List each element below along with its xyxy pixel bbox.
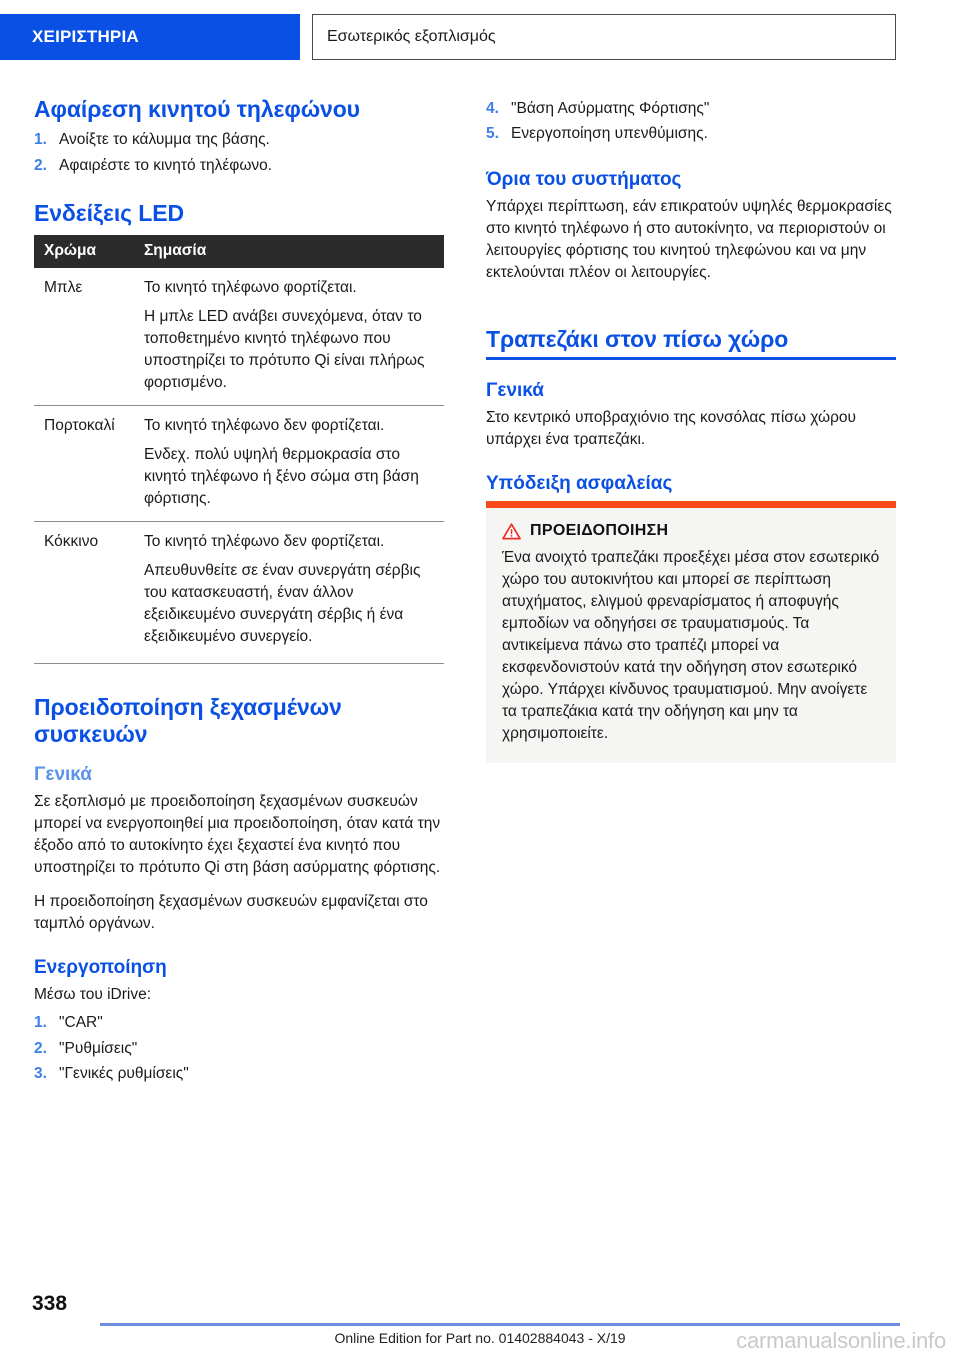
warning-box — [486, 501, 896, 763]
paragraph-system-limits: Υπάρχει περίπτωση, εάν επικρατούν υψηλές θερμοκρασίες στο κινητό τηλέφωνο ή στο αυτοκίνητο, να περιοριστούν οι λειτουργίες φόρτισης του κινητού τηλεφώνου και να μην εκτελούνται πλέον οι λειτουργίες. — [486, 197, 892, 281]
subheading-general-right: Γενικά — [486, 379, 544, 401]
list-item — [34, 1012, 444, 1034]
step-number: 3. — [34, 1064, 47, 1082]
list-item — [34, 1063, 444, 1085]
list-item — [486, 98, 896, 120]
footer-note: Online Edition for Part no. 01402884043 - X/19 — [334, 1330, 626, 1346]
table-body — [34, 268, 444, 659]
subheading-system-limits: Όρια του συστήματος — [486, 168, 682, 190]
spacer — [34, 947, 444, 957]
step-text: "Γενικές ρυθμίσεις" — [59, 1064, 189, 1082]
cell-paragraph: Το κινητό τηλέφωνο δεν φορτίζεται. — [144, 417, 385, 435]
paragraph-activation-intro: Μέσω του iDrive: — [34, 986, 152, 1004]
cell-color: Πορτοκαλί — [34, 406, 134, 522]
remove-phone-steps — [34, 129, 444, 177]
table-head — [34, 235, 444, 268]
left-column — [34, 96, 444, 1088]
spacer — [34, 754, 444, 764]
spacer — [34, 180, 444, 200]
cell-meaning — [134, 406, 444, 522]
led-indicator-table — [34, 235, 444, 659]
column-header-meaning: Σημασία — [134, 235, 444, 268]
step-number: 5. — [486, 125, 499, 143]
step-number: 1. — [34, 1014, 47, 1032]
page-header — [0, 14, 960, 60]
cell-color: Κόκκινο — [34, 522, 134, 660]
page-footer — [0, 1270, 960, 1362]
cell-paragraph: Το κινητό τηλέφωνο φορτίζεται. — [144, 279, 357, 297]
subheading-activation: Ενεργοποίηση — [34, 957, 167, 979]
cell-meaning — [134, 522, 444, 660]
warning-body-text: Ένα ανοιχτό τραπεζάκι προεξέχει μέσα στον εσωτερικό χώρο του αυτοκινήτου και μπορεί σε περίπτωση ατυχήματος, ελιγμού φρεναρίσματος ή αποφυγής εμποδίων να οδηγήσει σε τραυματισμούς. Τα αντικείμενα πάνω στο τραπέζι μπορεί να εκσφενδονιστούν κατά την οδήγηση στον εσωτερικό χώρο. Υπάρχει κίνδυνος τραυματισμού. Μην ανοίγετε τα τραπεζάκια κατά την οδήγηση και μην τα χρησιμοποιείτε. — [502, 549, 880, 743]
warning-title-text: ΠΡΟΕΙΔΟΠΟΙΗΣΗ — [530, 522, 669, 540]
step-number: 4. — [486, 100, 499, 117]
step-text: Ενεργοποίηση υπενθύμισης. — [511, 125, 708, 143]
warning-title — [502, 522, 880, 540]
list-item — [34, 1038, 444, 1060]
step-text: "CAR" — [59, 1014, 103, 1032]
table-row — [34, 268, 444, 406]
cell-paragraph: Ενδεχ. πολύ υψηλή θερμοκρασία στο κινητό τηλέφωνο ή ξένο σώμα στη βάση φόρτισης. — [144, 446, 419, 508]
list-item — [34, 155, 444, 177]
step-number: 2. — [34, 156, 47, 174]
step-text: Αφαιρέστε το κινητό τηλέφωνο. — [59, 156, 273, 174]
list-item — [34, 129, 444, 151]
cell-paragraph: Το κινητό τηλέφωνο δεν φορτίζεται. — [144, 533, 385, 551]
spacer — [486, 149, 896, 169]
right-column — [486, 96, 896, 763]
subheading-general-left: Γενικά — [34, 764, 92, 786]
page-number: 338 — [32, 1292, 68, 1315]
cell-paragraph: Η μπλε LED ανάβει συνεχόμενα, όταν το τοποθετημένο κινητό τηλέφωνο που υποστηρίζει το πρότυπο Qi είναι πλήρως φορτισμένο. — [144, 308, 425, 392]
table-row — [34, 406, 444, 522]
spacer — [486, 296, 896, 326]
step-text: "Ρυθμίσεις" — [59, 1039, 138, 1057]
step-text: "Βάση Ασύρματης Φόρτισης" — [511, 100, 710, 117]
step-number: 2. — [34, 1039, 47, 1057]
chapter-tag: ΧΕΙΡΙΣΤΗΡΙΑ — [0, 14, 300, 60]
paragraph-general-right: Στο κεντρικό υποβραχιόνιο της κονσόλας πίσω χώρου υπάρχει ένα τραπεζάκι. — [486, 408, 856, 448]
subheading-safety-note: Υπόδειξη ασφαλείας — [486, 472, 673, 494]
activation-steps — [34, 1012, 444, 1085]
step-text: Ανοίξτε το κάλυμμα της βάσης. — [59, 131, 270, 149]
spacer — [34, 664, 444, 694]
heading-forgotten-devices: Προειδοποίηση ξεχασμένων συσκευών — [34, 694, 342, 748]
footer-rule — [100, 1323, 900, 1326]
cell-paragraph: Απευθυνθείτε σε έναν συνεργάτη σέρβις του κατασκευαστή, έναν άλλον εξειδικευμένο συνεργάτη σέρβις ή ένα εξειδικευμένο συνεργείο. — [144, 562, 421, 646]
activation-steps-continued — [486, 98, 896, 146]
paragraph-general-1: Σε εξοπλισμό με προειδοποίηση ξεχασμένων συσκευών μπορεί να ενεργοποιηθεί μια προειδοποίηση, όταν κατά την έξοδο από το αυτοκίνητο έχει ξεχαστεί ένα κινητό που υποστηρίζει το πρότυπο Qi στη βάση ασύρματης φόρτισης. — [34, 793, 441, 877]
site-watermark: carmanualsonline.info — [736, 1328, 946, 1353]
spacer — [486, 463, 896, 473]
heading-led-indicators: Ενδείξεις LED — [34, 200, 184, 227]
warning-triangle-icon — [502, 523, 521, 540]
list-item — [486, 123, 896, 145]
spacer — [486, 370, 896, 380]
breadcrumb: Εσωτερικός εξοπλισμός — [312, 14, 896, 60]
table-row — [34, 522, 444, 660]
table-header-row — [34, 235, 444, 268]
heading-rear-table: Τραπεζάκι στον πίσω χώρο — [486, 326, 896, 360]
cell-meaning — [134, 268, 444, 406]
column-header-color: Χρώμα — [34, 235, 134, 268]
cell-color: Μπλε — [44, 279, 83, 297]
heading-remove-phone: Αφαίρεση κινητού τηλεφώνου — [34, 96, 360, 122]
paragraph-general-2: Η προειδοποίηση ξεχασμένων συσκευών εμφανίζεται στο ταμπλό οργάνων. — [34, 893, 428, 933]
step-number: 1. — [34, 131, 47, 149]
